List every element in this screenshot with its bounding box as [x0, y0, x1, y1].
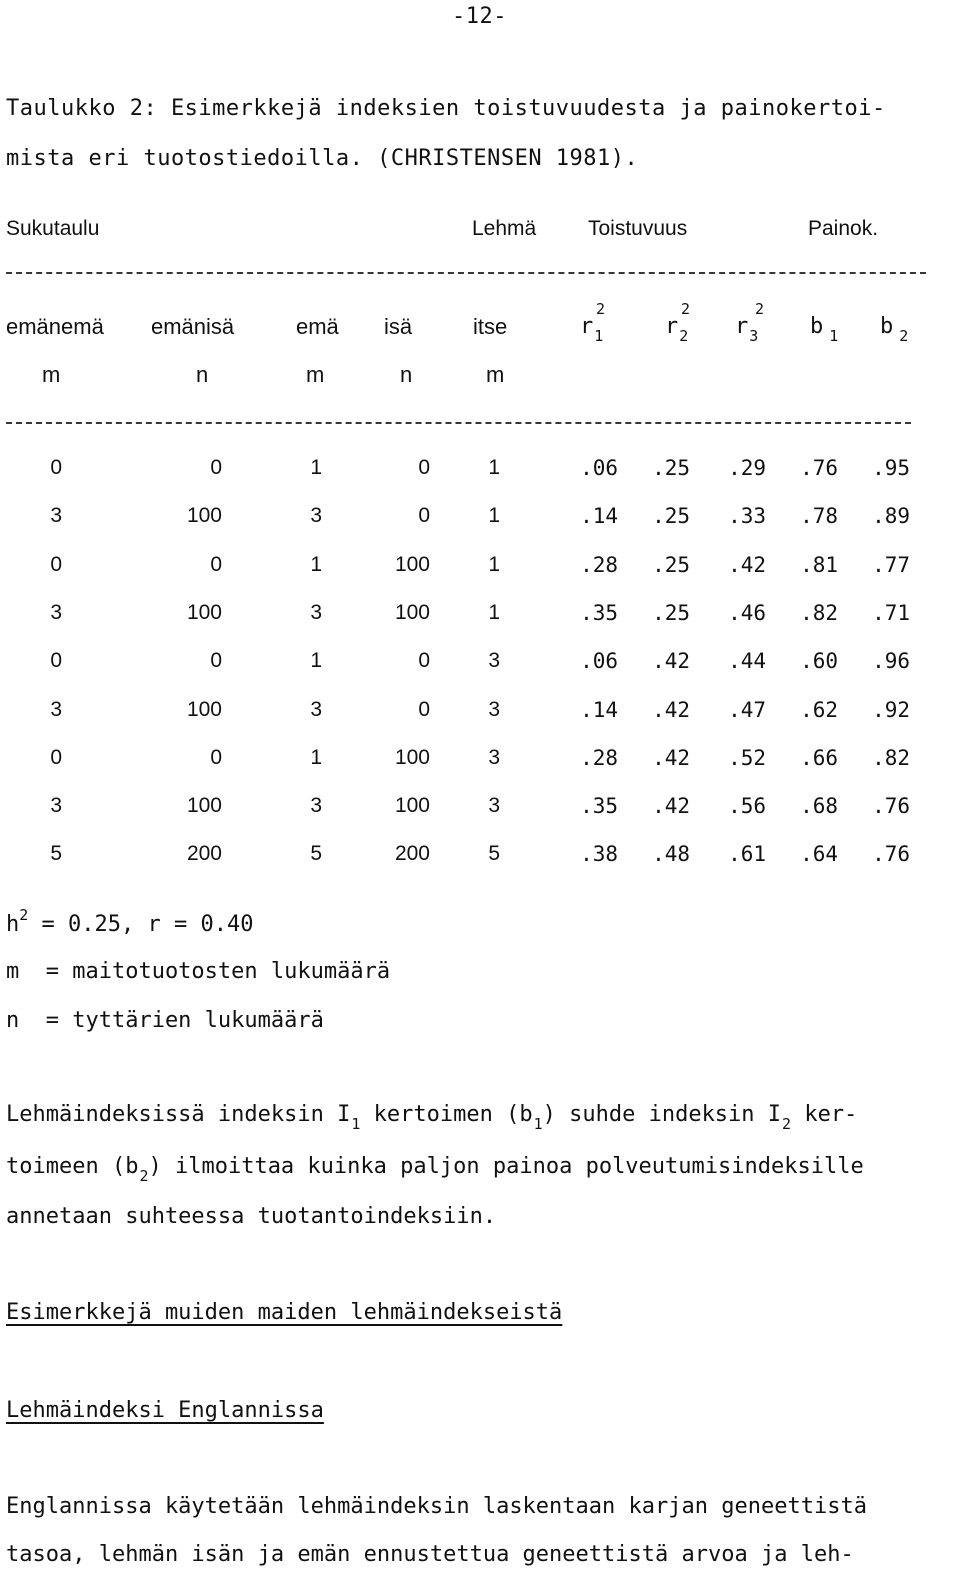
table-cell-r1sq: .06 [580, 649, 618, 674]
table-cell-r3sq: .44 [728, 649, 766, 674]
table-cell-emanisa: 0 [210, 552, 222, 576]
column-header-b2: b $_2$ [880, 314, 909, 345]
table-cell-itse: 3 [488, 745, 500, 769]
table-cell-r3sq: .56 [728, 794, 766, 819]
table-row [0, 746, 960, 776]
table-cell-itse: 5 [488, 842, 500, 866]
table-cell-b2: .71 [872, 600, 910, 625]
table-cell-isa: 100 [394, 794, 430, 818]
table-cell-emanisa: 200 [186, 842, 222, 866]
table-cell-emanisa: 100 [186, 600, 222, 624]
definition-n: n = tyttärien lukumäärä [6, 1008, 324, 1033]
table-cell-b2: .92 [872, 697, 910, 722]
table-cell-r1sq: .35 [580, 600, 618, 625]
table-cell-b2: .95 [872, 456, 910, 480]
table-cell-r2sq: .25 [652, 552, 690, 577]
table-cell-itse: 1 [488, 600, 500, 624]
header-divider-bottom [6, 422, 911, 424]
table-cell-r2sq: .25 [652, 504, 690, 529]
table-cell-emanisa: 100 [186, 504, 222, 528]
column-header-r3-squared: $r_3$ 2 [735, 300, 765, 345]
table-cell-b1: .66 [800, 745, 838, 770]
table-cell-ema: 1 [310, 552, 322, 576]
table-cell-r1sq: .38 [580, 842, 618, 867]
table-cell-emanisa: 0 [210, 649, 222, 673]
table-cell-ema: 3 [310, 504, 322, 528]
table-cell-itse: 3 [488, 649, 500, 673]
table-cell-emanisa: 0 [210, 745, 222, 769]
table-cell-r1sq: .35 [580, 794, 618, 819]
table-cell-r2sq: .25 [652, 600, 690, 625]
group-header-weights: Painok. [808, 217, 879, 240]
unit-ema: m [306, 362, 325, 387]
table-cell-itse: 3 [488, 794, 500, 818]
table-cell-emanema: 3 [50, 697, 62, 721]
table-cell-b1: .68 [800, 794, 838, 819]
table-cell-b1: .64 [800, 842, 838, 867]
table-cell-ema: 1 [310, 745, 322, 769]
unit-emanema: m [42, 362, 61, 387]
table-cell-ema: 3 [310, 794, 322, 818]
table-row [0, 649, 960, 679]
table-cell-emanisa: 100 [186, 794, 222, 818]
paragraph-line-1: Lehmäindeksissä indeksin $I_1$ kertoimen $(b_1)$ suhde indeksin $I_2$ ker- [6, 1102, 858, 1133]
table-cell-b2: .96 [872, 649, 910, 674]
table-cell-r2sq: .42 [652, 649, 690, 674]
table-cell-isa: 100 [394, 745, 430, 769]
unit-itse: m [486, 362, 505, 387]
table-cell-b2: .82 [872, 745, 910, 770]
table-cell-r1sq: .06 [580, 456, 618, 480]
section-heading-england: Lehmäindeksi Englannissa [6, 1398, 324, 1423]
body-text-line-2: tasoa, lehmän isän ja emän ennustettua geneettistä arvoa ja leh- [6, 1542, 854, 1567]
group-header-pedigree: Sukutaulu [6, 217, 100, 240]
table-caption-line-2: mista eri tuotostiedoilla. (CHRISTENSEN 1981). [6, 146, 639, 171]
column-header-ema: emä [296, 314, 339, 339]
table-cell-r2sq: .42 [652, 697, 690, 722]
table-cell-r3sq: .46 [728, 600, 766, 625]
table-cell-emanema: 0 [50, 745, 62, 769]
table-cell-emanema: 3 [50, 794, 62, 818]
table-cell-isa: 100 [394, 600, 430, 624]
table-cell-ema: 1 [310, 649, 322, 673]
table-cell-r3sq: .33 [728, 504, 766, 529]
table-cell-r1sq: .28 [580, 552, 618, 577]
table-cell-emanisa: 0 [210, 456, 222, 479]
body-text-line-1: Englannissa käytetään lehmäindeksin laskentaan karjan geneettistä [6, 1494, 867, 1519]
table-cell-r2sq: .25 [652, 456, 690, 480]
table-row [0, 842, 960, 872]
table-cell-b2: .77 [872, 552, 910, 577]
table-cell-itse: 1 [488, 552, 500, 576]
table-cell-r2sq: .48 [652, 842, 690, 867]
column-header-r1-squared: $r_1$ 2 [580, 300, 606, 345]
table-cell-emanema: 3 [50, 504, 62, 528]
group-header-repeatability: Toistuvuus [588, 217, 688, 240]
table-cell-r2sq: .42 [652, 745, 690, 770]
table-cell-r3sq: .42 [728, 552, 766, 577]
unit-emanisa: n [196, 362, 209, 387]
table-caption-line-1: Taulukko 2: Esimerkkejä indeksien toistuvuudesta ja painokertoi- [6, 96, 886, 121]
table-cell-ema: 3 [310, 600, 322, 624]
table-cell-r1sq: .14 [580, 504, 618, 529]
table-cell-itse: 3 [488, 697, 500, 721]
table-cell-itse: 1 [488, 456, 500, 479]
table-cell-emanema: 5 [50, 842, 62, 866]
column-header-itse: itse [473, 314, 508, 339]
unit-isa: n [400, 362, 413, 387]
table-row [0, 504, 960, 534]
table-cell-isa: 200 [394, 842, 430, 866]
table-cell-r2sq: .42 [652, 794, 690, 819]
table-row [0, 553, 960, 583]
table-cell-b2: .89 [872, 504, 910, 529]
table-cell-b2: .76 [872, 794, 910, 819]
table-cell-b1: .78 [800, 504, 838, 529]
table-cell-b2: .76 [872, 842, 910, 867]
table-cell-r3sq: .29 [728, 456, 766, 480]
table-cell-emanema: 0 [50, 552, 62, 576]
table-cell-ema: 5 [310, 842, 322, 866]
table-cell-b1: .60 [800, 649, 838, 674]
group-header-cow: Lehmä [472, 217, 537, 240]
header-divider-top [6, 272, 926, 274]
table-cell-isa: 0 [418, 456, 430, 479]
table-cell-emanema: 0 [50, 456, 62, 479]
table-cell-b1: .82 [800, 600, 838, 625]
table-cell-itse: 1 [488, 504, 500, 528]
column-header-emanema: emänemä [6, 314, 104, 339]
table-cell-r3sq: .52 [728, 745, 766, 770]
table-row [0, 601, 960, 631]
table-cell-ema: 3 [310, 697, 322, 721]
table-cell-r1sq: .14 [580, 697, 618, 722]
table-cell-emanisa: 100 [186, 697, 222, 721]
column-header-b1: b $_1$ [810, 314, 839, 345]
table-cell-b1: .81 [800, 552, 838, 577]
table-cell-b1: .76 [800, 456, 838, 480]
table-cell-emanema: 0 [50, 649, 62, 673]
table-cell-ema: 1 [310, 456, 322, 479]
table-row [0, 698, 960, 728]
table-row [0, 794, 960, 824]
table-cell-isa: 0 [418, 697, 430, 721]
column-header-emanisa: emänisä [151, 314, 235, 339]
column-header-r2-squared: $r_2$ 2 [665, 300, 691, 345]
paragraph-line-3: annetaan suhteessa tuotantoindeksiin. [6, 1204, 497, 1229]
page-number: -12- [452, 4, 507, 29]
column-header-isa: isä [384, 314, 413, 339]
table-cell-isa: 0 [418, 649, 430, 673]
heritability-note: $h^2 = 0.25$, r = 0.40 [6, 906, 254, 937]
section-heading-other-countries: Esimerkkejä muiden maiden lehmäindekseistä [6, 1300, 563, 1325]
table-row [0, 456, 960, 486]
paragraph-line-2: toimeen $(b_2)$ ilmoittaa kuinka paljon painoa polveutumisindeksille [6, 1154, 864, 1185]
table-cell-r1sq: .28 [580, 745, 618, 770]
table-cell-isa: 0 [418, 504, 430, 528]
table-cell-r3sq: .61 [728, 842, 766, 867]
definition-m: m = maitotuotosten lukumäärä [6, 959, 391, 984]
table-cell-r3sq: .47 [728, 697, 766, 722]
table-cell-emanema: 3 [50, 600, 62, 624]
table-cell-isa: 100 [394, 552, 430, 576]
table-cell-b1: .62 [800, 697, 838, 722]
